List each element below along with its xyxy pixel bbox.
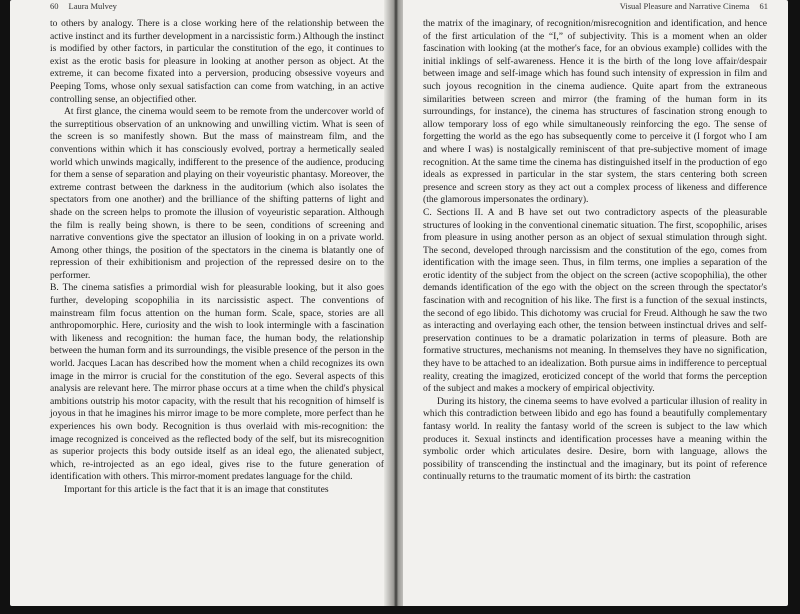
right-running-head-title: Visual Pleasure and Narrative Cinema [619,1,750,11]
paragraph: During its history, the cinema seems to have evolved a particular illusion of reality in which this contradiction between libido and ego has found a beautifully complementary fantasy world. In reality the fantasy world of the screen is subject to the law which produces it. Sexual instincts and identification processes have a meaning within the symbolic order which articulates desire. Desire, born with language, allows the possibility of transcending the instinctual and the imaginary, but its point of reference continually returns to the traumatic moment of its birth: the castration [423,395,767,483]
paragraph: the matrix of the imaginary, of recognition/misrecognition and identification, and hence of the first articulation of the “I,” of subjectivity. This is a moment when an older fascination with looking (at the mother's face, for an obvious example) collides with the initial inklings of self-awareness. Hence it is the birth of the long love affair/despair between image and self-image which has found such intensity of expression in film and such joyous recognition in the cinema audience. Quite apart from the extraneous similarities between screen and mirror (the framing of the human form in its surroundings, for instance), the cinema has structures of fascination strong enough to allow temporary loss of ego while simultaneously reinforcing the ego. The sense of forgetting the world as the ego has subsequently come to perceive it (I forgot who I am and where I was) is nostalgically reminiscent of that pre-subjective moment of image recognition. At the same time the cinema has distinguished itself in the production of ego ideals as expressed in particular in the star system, the stars centering both screen presence and screen story as they act out a complex process of likeness and difference (the glamorous impersonates the ordinary). [423,18,767,206]
paragraph: to others by analogy. There is a close working here of the relationship between the active instinct and its further development in a narcissistic form.) Although the instinct is modified by other factors, in particular the constitution of the ego, it continues to exist as the erotic basis for pleasure in looking at another person as object. At the extreme, it can become fixated into a perversion, producing obsessive voyeurs and Peeping Toms, whose only sexual satisfaction can come from watching, in an active controlling sense, an objectified other. [50,18,384,105]
left-page-body [50,18,384,497]
left-running-head-title: Laura Mulvey [68,1,117,11]
right-page-number: 61 [759,1,768,11]
paragraph: B. The cinema satisfies a primordial wish for pleasurable looking, but it also goes further, developing scopophilia in its narcissistic aspect. The conventions of mainstream film focus attention on the human form. Scale, space, stories are all anthropomorphic. Here, curiosity and the wish to look intermingle with a fascination with likeness and recognition: the human face, the human body, the relationship between the human form and its surroundings, the visible presence of the person in the world. Jacques Lacan has described how the moment when a child recognizes its own image in the mirror is crucial for the constitution of the ego. Several aspects of this analysis are relevant here. The mirror phase occurs at a time when the child's physical ambitions outstrip his motor capacity, with the result that his recognition of himself is joyous in that he imagines his mirror image to be more complete, more perfect than he experiences his own body. Recognition is thus overlaid with mis-recognition: the image recognized is conceived as the reflected body of the self, but its misrecognition as superior projects this body outside itself as an ideal ego, the alienated subject, which, re-introjected as an ego ideal, gives rise to the future generation of identification with others. This mirror-moment predates language for the child. [50,282,384,483]
left-page-number: 60 [50,1,59,11]
left-running-head [50,1,117,11]
paragraph: C. Sections II. A and B have set out two contradictory aspects of the pleasurable structures of looking in the conventional cinematic situation. The first, scopophilic, arises from pleasure in using another person as an object of sexual stimulation through sight. The second, developed through narcissism and the constitution of the ego, comes from identification with the image seen. Thus, in film terms, one implies a separation of the erotic identity of the subject from the object on the screen (active scopophilia), the other demands identification of the ego with the object on the screen through the spectator's fascination with and recognition of his like. The first is a function of the sexual instincts, the second of ego libido. This dichotomy was crucial for Freud. Although he saw the two as interacting and overlaying each other, the tension between instinctual drives and self-preservation continues to be a dramatic polarization in terms of pleasure. Both are formative structures, mechanisms not meaning. In themselves they have no signification, they have to be attached to an idealization. Both pursue aims in indifference to perceptual reality, creating the imagized, eroticized concept of the world that forms the perception of the subject and makes a mockery of empirical objectivity. [423,206,767,395]
right-running-head [620,1,768,11]
right-page [403,0,788,606]
paragraph: At first glance, the cinema would seem to be remote from the undercover world of the surreptitious observation of an unknowing and unwilling victim. What is seen of the screen is so manifestly shown. But the mass of mainstream film, and the conventions within which it has consciously evolved, portray a hermetically sealed world which unwinds magically, indifferent to the presence of the audience, producing for them a sense of separation and playing on their voyeuristic phantasy. Moreover, the extreme contrast between the darkness in the auditorium (which also isolates the spectators from one another) and the brilliance of the shifting patterns of light and shade on the screen helps to promote the illusion of voyeuristic separation. Although the film is really being shown, is there to be seen, conditions of screening and narrative conventions give the spectator an illusion of looking in on a private world. Among other things, the position of the spectators in the cinema is blatantly one of repression of their exhibitionism and projection of the repressed desire on to the performer. [50,106,384,281]
right-page-body [423,18,767,484]
left-page [10,0,395,606]
paragraph: Important for this article is the fact that it is an image that constitutes [64,483,329,495]
